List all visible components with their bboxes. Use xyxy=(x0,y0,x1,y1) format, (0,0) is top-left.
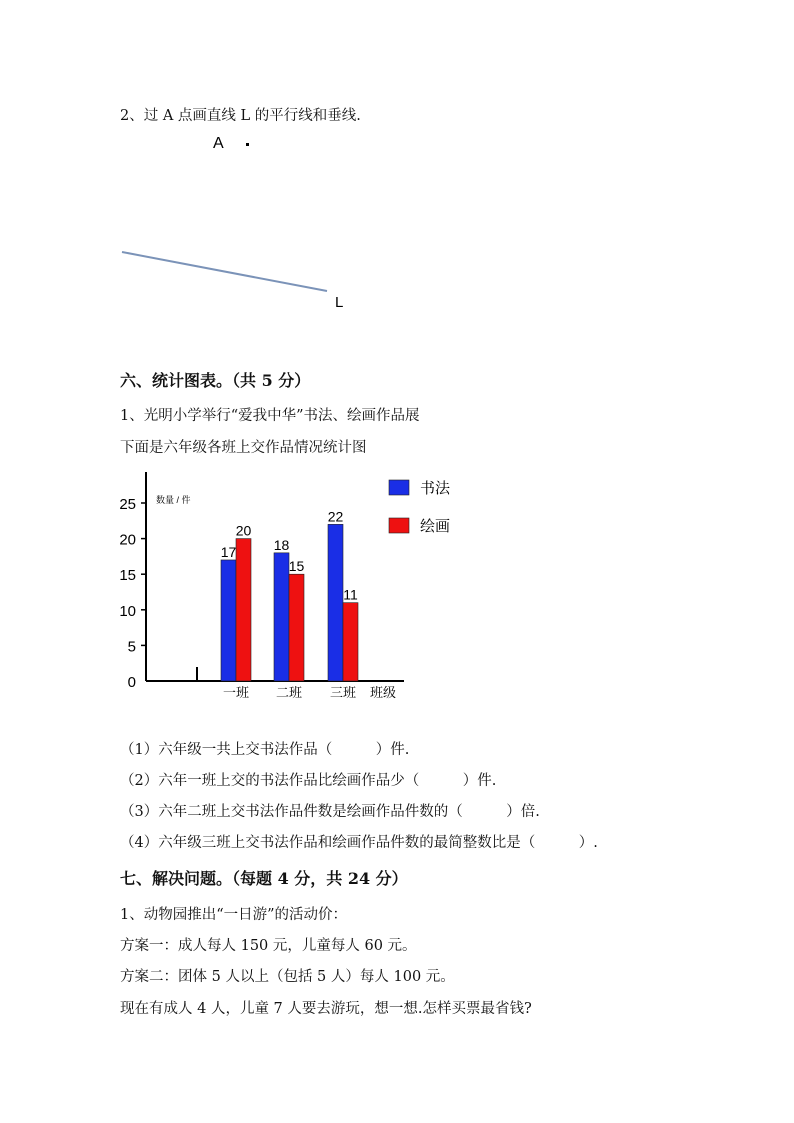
line-l-label: L xyxy=(335,294,344,311)
question-6-3: （3）六年二班上交书法作品件数是绘画作品件数的（ ）倍. xyxy=(120,804,540,820)
y-tick-label: 15 xyxy=(119,567,136,585)
bar-value-label: 20 xyxy=(235,522,252,539)
bar-value-label: 15 xyxy=(288,558,305,575)
point-a-dot xyxy=(246,143,249,146)
bar-value-label: 22 xyxy=(327,508,344,525)
legend-label-calligraphy: 书法 xyxy=(420,480,451,497)
bar-calligraphy-2 xyxy=(274,553,289,681)
y-tick-label: 5 xyxy=(127,638,136,656)
geometry-figure xyxy=(0,0,794,330)
category-label: 一班 xyxy=(222,685,250,700)
section-6-intro-2: 下面是六年级各班上交作品情况统计图 xyxy=(120,440,367,456)
question-6-4: （4）六年级三班上交书法作品和绘画作品件数的最简整数比是（ ）. xyxy=(120,835,598,851)
x-axis-label: 班级 xyxy=(370,685,397,700)
line-l xyxy=(122,252,327,291)
category-label: 二班 xyxy=(275,685,303,700)
bar-value-label: 18 xyxy=(273,536,290,553)
section-7-line-1: 1、动物园推出“一日游”的活动价： xyxy=(120,907,348,923)
y-tick-label: 0 xyxy=(127,674,136,691)
section-7-line-2: 方案一：成人每人 150 元，儿童每人 60 元。 xyxy=(120,938,417,954)
bar-painting-3 xyxy=(343,603,358,681)
legend-swatch-painting xyxy=(389,518,409,533)
chart-labels xyxy=(119,494,396,700)
y-tick-label: 10 xyxy=(119,602,136,620)
section-7-line-3: 方案二：团体 5 人以上（包括 5 人）每人 100 元。 xyxy=(120,969,455,985)
chart-legend xyxy=(389,479,451,535)
section-7-heading: 七、解决问题。（每题 4 分，共 24 分） xyxy=(120,869,408,888)
bar-painting-1 xyxy=(236,539,251,681)
section-6-heading: 六、统计图表。（共 5 分） xyxy=(120,371,311,390)
question-6-1: （1）六年级一共上交书法作品（ ）件. xyxy=(120,742,410,758)
bar-painting-2 xyxy=(289,574,304,681)
legend-label-painting: 绘画 xyxy=(420,518,451,535)
y-tick-label: 20 xyxy=(119,531,136,549)
bar-calligraphy-3 xyxy=(328,524,343,681)
chart-axes xyxy=(141,472,404,681)
y-tick-label: 25 xyxy=(119,496,136,513)
question-6-2: （2）六年一班上交的书法作品比绘画作品少（ ）件. xyxy=(120,773,497,789)
legend-swatch-calligraphy xyxy=(389,480,409,495)
point-a-label: A xyxy=(213,135,224,152)
category-label: 三班 xyxy=(329,685,357,700)
bar-value-label: 11 xyxy=(343,586,358,603)
q2-prompt: 2、过 A 点画直线 L 的平行线和垂线. xyxy=(120,108,361,124)
section-7-line-4: 现在有成人 4 人，儿童 7 人要去游玩，想一想.怎样买票最省钱? xyxy=(120,1001,532,1017)
y-axis-label: 数量 / 件 xyxy=(156,495,191,505)
bar-calligraphy-1 xyxy=(221,560,236,681)
section-6-intro-1: 1、光明小学举行“爱我中华”书法、绘画作品展 xyxy=(120,408,420,424)
bar-value-label: 17 xyxy=(220,543,237,560)
chart-bars xyxy=(221,524,358,681)
